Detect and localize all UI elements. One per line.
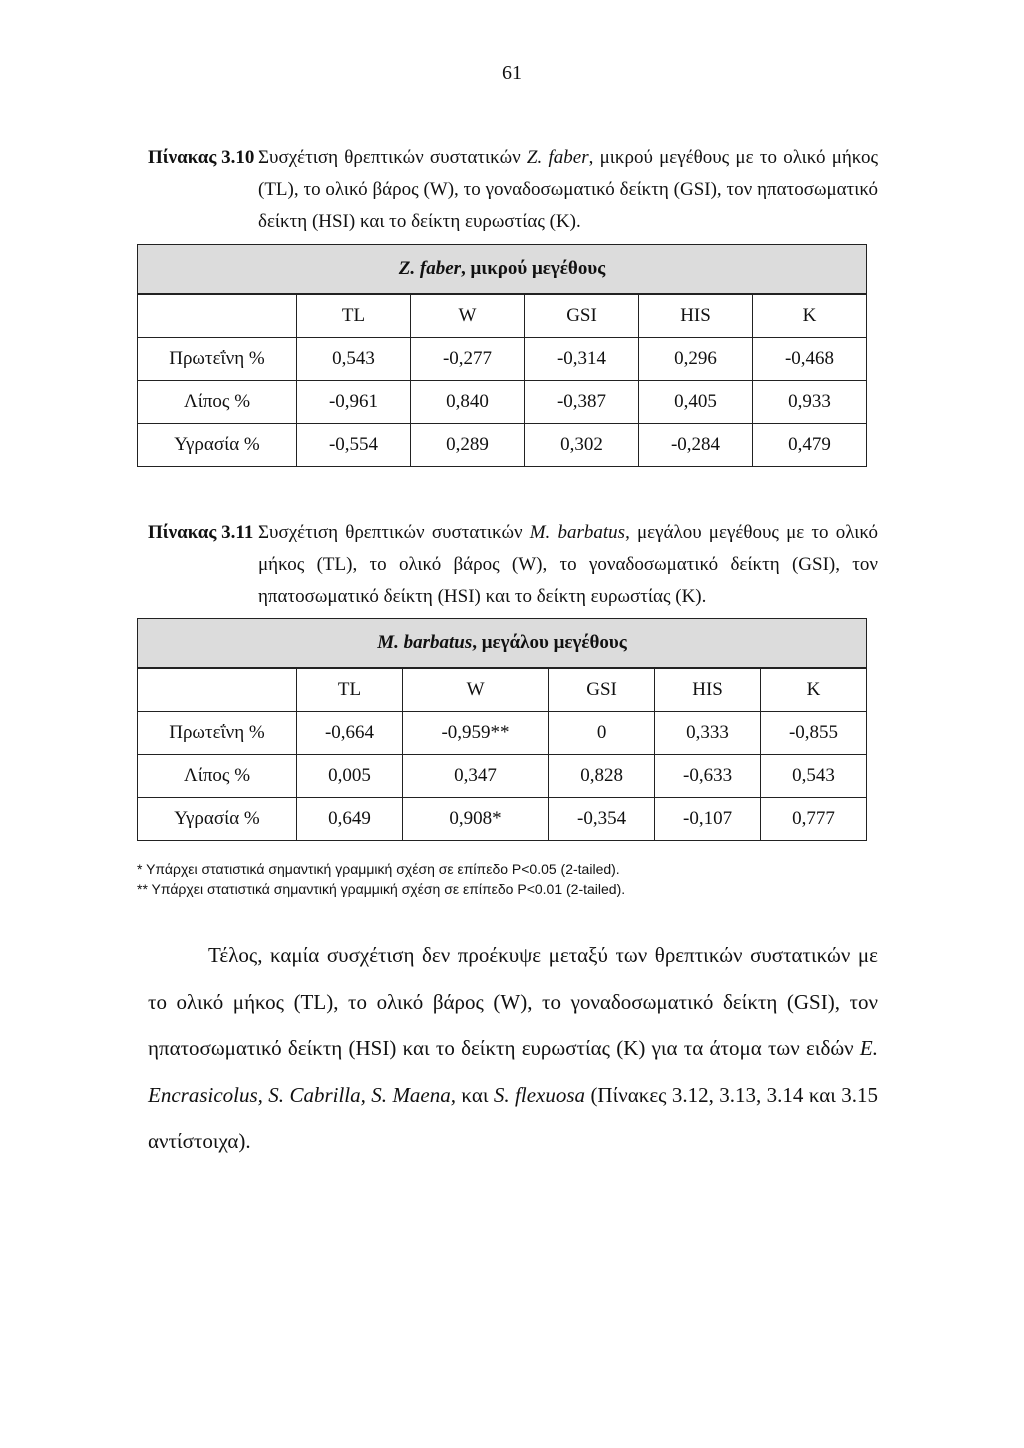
table1-caption-species: Z. faber <box>526 147 589 168</box>
table1-title-rest: , μικρού μεγέθους <box>461 258 606 279</box>
table-cell: -0,554 <box>297 424 411 467</box>
table2-col-header: W <box>402 668 548 712</box>
table-row <box>138 424 867 467</box>
table-cell: -0,387 <box>525 381 639 424</box>
row-label: Πρωτεΐνη % <box>138 338 297 381</box>
table-cell: 0,347 <box>402 755 548 798</box>
table1 <box>137 244 867 467</box>
table1-caption <box>148 142 878 238</box>
table1-title-row <box>138 245 867 295</box>
table-row <box>138 712 867 755</box>
table1-col-header: W <box>411 294 525 338</box>
table2-title-species: M. barbatus <box>377 632 473 653</box>
table-cell: 0,005 <box>297 755 403 798</box>
table-cell: 0,543 <box>297 338 411 381</box>
table2-caption-label: Πίνακας 3.11 <box>148 522 254 543</box>
footnote-p005: * Υπάρχει στατιστικά σημαντική γραμμική σχέση σε επίπεδο P<0.05 (2-tailed). <box>137 861 620 877</box>
table-row <box>138 755 867 798</box>
paragraph-text-1: Τέλος, καμία συσχέτιση δεν προέκυψε μεταξύ των θρεπτικών συστατικών με το ολικό μήκος (TL), το ολικό βάρος (W), το γοναδοσωματικό δείκτη (GSI), τον ηπατοσωματικό δείκτη (HSI) και το δείκτη ευρωστίας (K) για τα άτομα των ειδών <box>148 943 878 1060</box>
table1-col-header: K <box>753 294 867 338</box>
table-cell: 0,543 <box>761 755 867 798</box>
table-cell: -0,107 <box>655 798 761 841</box>
table-cell: 0,333 <box>655 712 761 755</box>
table2-col-header: HIS <box>655 668 761 712</box>
paragraph-text-2: και <box>461 1082 489 1107</box>
table-cell: 0,296 <box>639 338 753 381</box>
row-label: Υγρασία % <box>138 424 297 467</box>
table-cell: -0,354 <box>549 798 655 841</box>
table-cell: 0,828 <box>549 755 655 798</box>
table1-header-row <box>138 294 867 338</box>
table-cell: -0,314 <box>525 338 639 381</box>
table1-caption-post: , μικρού μεγέθους με το ολικό μήκος (TL), το ολικό βάρος (W), το γοναδοσωματικό δείκτη (GSI), τον ηπατοσωματικό δείκτη (HSI) και το δείκτη ευρωστίας (K). <box>258 147 878 232</box>
table1-col-header: HIS <box>639 294 753 338</box>
table2-caption-text <box>258 517 878 613</box>
table1-col-header: TL <box>297 294 411 338</box>
body-paragraph <box>148 932 878 1165</box>
table2 <box>137 618 867 841</box>
table2-title <box>138 619 867 669</box>
table-cell: 0,840 <box>411 381 525 424</box>
paragraph-species-1: E. Encrasicolus, S. Cabrilla, S. Maena, <box>148 1036 878 1107</box>
row-label: Πρωτεΐνη % <box>138 712 297 755</box>
table-cell: 0,302 <box>525 424 639 467</box>
table2-col-header: GSI <box>549 668 655 712</box>
table-cell: 0,289 <box>411 424 525 467</box>
footnote-p001: ** Υπάρχει στατιστικά σημαντική γραμμική σχέση σε επίπεδο P<0.01 (2-tailed). <box>137 881 626 897</box>
page-number: 61 <box>502 62 522 84</box>
table1-corner-cell <box>138 294 297 338</box>
table-row <box>138 381 867 424</box>
row-label: Λίπος % <box>138 755 297 798</box>
table1-caption-label: Πίνακας 3.10 <box>148 147 255 168</box>
table-cell: 0,933 <box>753 381 867 424</box>
table-cell: 0 <box>549 712 655 755</box>
table-cell: -0,961 <box>297 381 411 424</box>
table2-col-header: TL <box>297 668 403 712</box>
paragraph-text-3: (Πίνακες 3.12, 3.13, 3.14 και 3.15 αντίστοιχα). <box>148 1082 879 1153</box>
table1-title-species: Z. faber <box>398 258 462 279</box>
table-cell: 0,405 <box>639 381 753 424</box>
table2-header-row <box>138 668 867 712</box>
table2-caption-post: , μεγάλου μεγέθους με το ολικό μήκος (TL), το ολικό βάρος (W), το γοναδοσωματικό δείκτη (GSI), τον ηπατοσωματικό δείκτη (HSI) και το δείκτη ευρωστίας (K). <box>258 522 878 607</box>
table2-caption-pre: Συσχέτιση θρεπτικών συστατικών <box>258 522 523 543</box>
table2-caption-species: M. barbatus <box>529 522 626 543</box>
table-cell: -0,284 <box>639 424 753 467</box>
table1-caption-pre: Συσχέτιση θρεπτικών συστατικών <box>258 147 521 168</box>
table1-caption-text <box>258 142 878 238</box>
table-cell: -0,468 <box>753 338 867 381</box>
table1-col-header: GSI <box>525 294 639 338</box>
table-cell: 0,908* <box>402 798 548 841</box>
paragraph-species-2: S. flexuosa <box>493 1082 586 1107</box>
table2-title-rest: , μεγάλου μεγέθους <box>472 632 627 653</box>
table1-title <box>138 245 867 295</box>
row-label: Υγρασία % <box>138 798 297 841</box>
row-label: Λίπος % <box>138 381 297 424</box>
table-row <box>138 338 867 381</box>
table-cell: -0,855 <box>761 712 867 755</box>
table-cell: -0,277 <box>411 338 525 381</box>
table-cell: -0,633 <box>655 755 761 798</box>
table-row <box>138 798 867 841</box>
table2-col-header: K <box>761 668 867 712</box>
table-cell: 0,649 <box>297 798 403 841</box>
table2-title-row <box>138 619 867 669</box>
table-cell: 0,479 <box>753 424 867 467</box>
table2-corner-cell <box>138 668 297 712</box>
table2-caption <box>148 517 878 613</box>
table-cell: -0,664 <box>297 712 403 755</box>
table-cell: 0,777 <box>761 798 867 841</box>
table-cell: -0,959** <box>402 712 548 755</box>
